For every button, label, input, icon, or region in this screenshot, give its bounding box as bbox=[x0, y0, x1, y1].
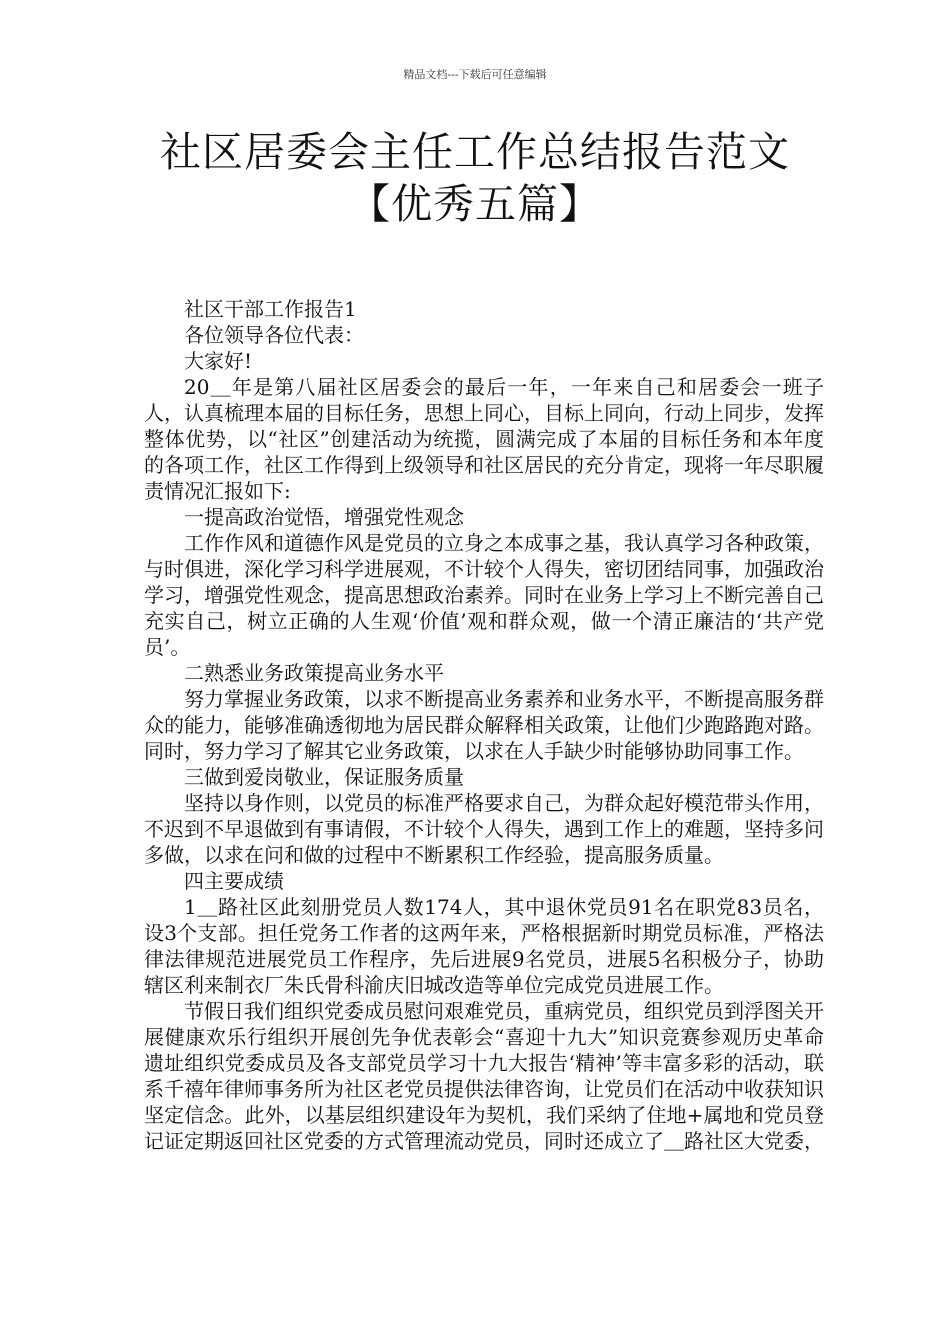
section-paragraph-3: 坚持以身作则，以党员的标准严格要求自己，为群众起好模范带头作用，不迟到不早退做到有事请假，不计较个人得失，遇到工作上的难题，坚持多问多做，以求在问和做的过程中不断累积工作经验，提高服务质量。 bbox=[144, 791, 824, 867]
section-heading-3: 三做到爱岗敬业，保证服务质量 bbox=[184, 765, 464, 789]
section-paragraph-1: 工作作风和道德作风是党员的立身之本成事之基，我认真学习各种政策，与时俱进，深化学习科学进展观，不计较个人得失，密切团结同事，加强政治学习，增强党性观念，提高思想政治素养。同时在业务上学习上不断完善自己充实自己，树立正确的人生观‘价值’观和群众观，做一个清正廉洁的‘共产党员’。 bbox=[144, 531, 824, 659]
intro-paragraph: 20＿年是第八届社区居委会的最后一年，一年来自己和居委会一班子人，认真梳理本届的目标任务，思想上同心，目标上同向，行动上同步，发挥整体优势，以“社区”创建活动为统揽，圆满完成了本届的目标任务和本年度的各项工作，社区工作得到上级领导和社区居民的充分肯定，现将一年尽职履责情况汇报如下: bbox=[144, 375, 824, 503]
document-body bbox=[144, 296, 824, 1154]
achievement-paragraph-1: 1＿路社区此刻册党员人数174人，其中退休党员91名在职党83员名，设3个支部。担任党务工作者的这两年来，严格根据新时期党员标准，严格法律法律规范进展党员工作程序，先后进展9名党员，进展5名积极分子，协助辖区利来制衣厂朱氏骨科渝庆旧城改造等单位完成党员进展工作。 bbox=[144, 895, 824, 997]
section-heading-2: 二熟悉业务政策提高业务水平 bbox=[184, 661, 444, 685]
report-heading: 社区干部工作报告1 bbox=[184, 297, 357, 321]
section-paragraph-2: 努力掌握业务政策，以求不断提高业务素养和业务水平，不断提高服务群众的能力，能够准确透彻地为居民群众解释相关政策，让他们少跑路跑对路。同时，努力学习了解其它业务政策，以求在人手缺少时能够协助同事工作。 bbox=[144, 687, 824, 763]
greeting: 大家好! bbox=[184, 349, 253, 373]
header-note: 精品文档---下载后可任意编辑 bbox=[403, 68, 547, 81]
section-heading-4: 四主要成绩 bbox=[184, 869, 284, 893]
document-title: 社区居委会主任工作总结报告范文【优秀五篇】 bbox=[160, 128, 790, 228]
section-heading-1: 一提高政治觉悟，增强党性观念 bbox=[184, 505, 464, 529]
achievement-paragraph-2: 节假日我们组织党委成员慰问艰难党员，重病党员，组织党员到浮图关开展健康欢乐行组织开展创先争优表彰会“喜迎十九大”知识竞赛参观历史革命遗址组织党委成员及各支部党员学习十九大报告‘精神’等丰富多彩的活动，联系千禧年律师事务所为社区老党员提供法律咨询，让党员们在活动中收获知识坚定信念。此外，以基层组织建设年为契机，我们采纳了住地+属地和党员登记证定期返回社区党委的方式管理流动党员，同时还成立了＿路社区大党委， bbox=[144, 999, 824, 1153]
salutation: 各位领导各位代表： bbox=[184, 323, 364, 347]
